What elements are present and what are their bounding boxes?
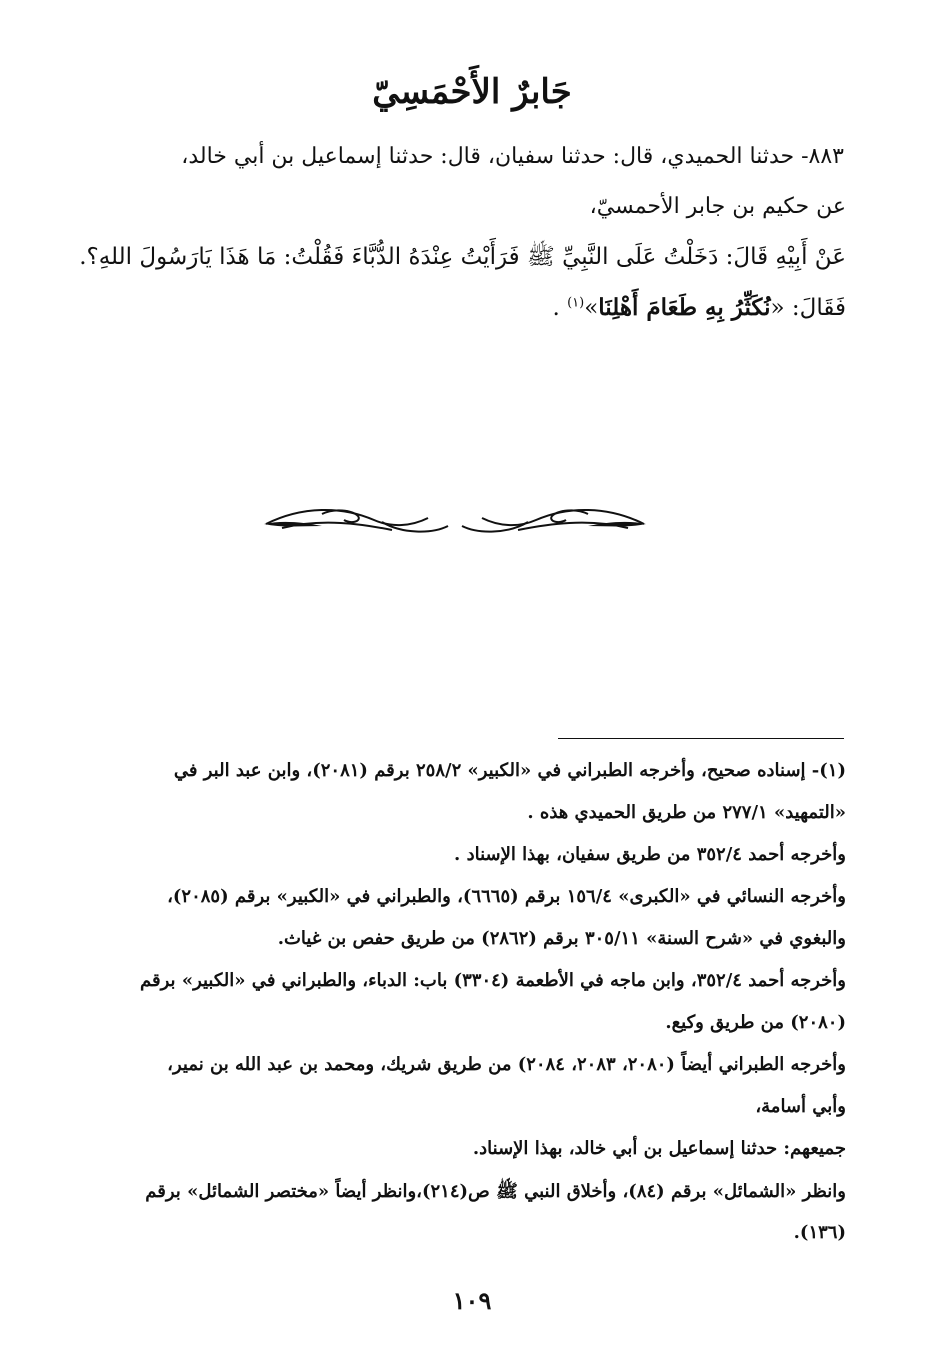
footnote-line: وأخرجه الطبراني أيضاً (٢٠٨٠، ٢٠٨٣، ٢٠٨٤) من طريق شريك، ومحمد بن عبد الله بن نمير، bbox=[167, 1054, 846, 1075]
footnote-line: (١)- إسناده صحيح، وأخرجه الطبراني في «الكبير» ٢٥٨/٢ برقم (٢٠٨١)، وابن عبد البر في bbox=[173, 760, 846, 781]
hadith-quote-open: فَقَالَ: « bbox=[770, 295, 846, 321]
footnote-line: وأخرجه أحمد ٣٥٢/٤، وابن ماجه في الأطعمة (٣٣٠٤) باب: الدباء، والطبراني في «الكبير» برقم bbox=[140, 970, 846, 991]
footnote-line: جميعهم: حدثنا إسماعيل بن أبي خالد، بهذا الإسناد. bbox=[472, 1138, 846, 1159]
footnote-marker: (١) bbox=[567, 295, 585, 311]
footnote-line: (١٣٦). bbox=[793, 1222, 846, 1243]
section-heading: جَابرٌ الأَحْمَسِيّ bbox=[372, 72, 572, 112]
footnote-line: وأبي أسامة، bbox=[755, 1096, 846, 1117]
hadith-quote-close: » bbox=[584, 295, 599, 321]
hadith-line-4 bbox=[552, 294, 846, 321]
footnote-line: (٢٠٨٠) من طريق وكيع. bbox=[665, 1012, 846, 1033]
footnote-line: وأخرجه أحمد ٣٥٢/٤ من طريق سفيان، بهذا الإسناد . bbox=[454, 844, 846, 865]
footnote-line: «التمهيد» ٢٧٧/١ من طريق الحميدي هذه . bbox=[527, 802, 846, 823]
hadith-line-3: عَنْ أَبِيْهِ قَالَ: دَخَلْتُ عَلَى النَّبِيِّ ﷺ فَرَأَيْتُ عِنْدَهُ الدُّبَّاءَ فَقُلْتُ: مَا هَذَا يَارَسُولَ اللهِ؟. bbox=[79, 244, 846, 270]
footnote-line: والبغوي في «شرح السنة» ٣٠٥/١١ برقم (٢٨٦٢) من طريق حفص بن غياث. bbox=[277, 928, 846, 949]
section-divider-ornament bbox=[262, 500, 648, 538]
hadith-line-2: عن حكيم بن جابر الأحمسيّ، bbox=[589, 194, 846, 219]
page-number: ١٠٩ bbox=[452, 1286, 492, 1315]
footnote-line: وأخرجه النسائي في «الكبرى» ١٥٦/٤ برقم (٦٦٦٥)، والطبراني في «الكبير» برقم (٢٠٨٥)، bbox=[167, 886, 846, 907]
footnote-line: وانظر «الشمائل» برقم (٨٤)، وأخلاق النبي ﷺ ص(٢١٤)،وانظر أيضاً «مختصر الشمائل» برقم bbox=[145, 1181, 846, 1202]
hadith-line-end: . bbox=[552, 295, 568, 321]
hadith-line-1: ٨٨٣- حدثنا الحميدي، قال: حدثنا سفيان، قال: حدثنا إسماعيل بن أبي خالد، bbox=[181, 144, 844, 169]
footnote-separator bbox=[558, 738, 844, 739]
hadith-quote-text: نُكَثِّرُ بِهِ طَعَامَ أَهْلِنَا bbox=[598, 294, 771, 321]
